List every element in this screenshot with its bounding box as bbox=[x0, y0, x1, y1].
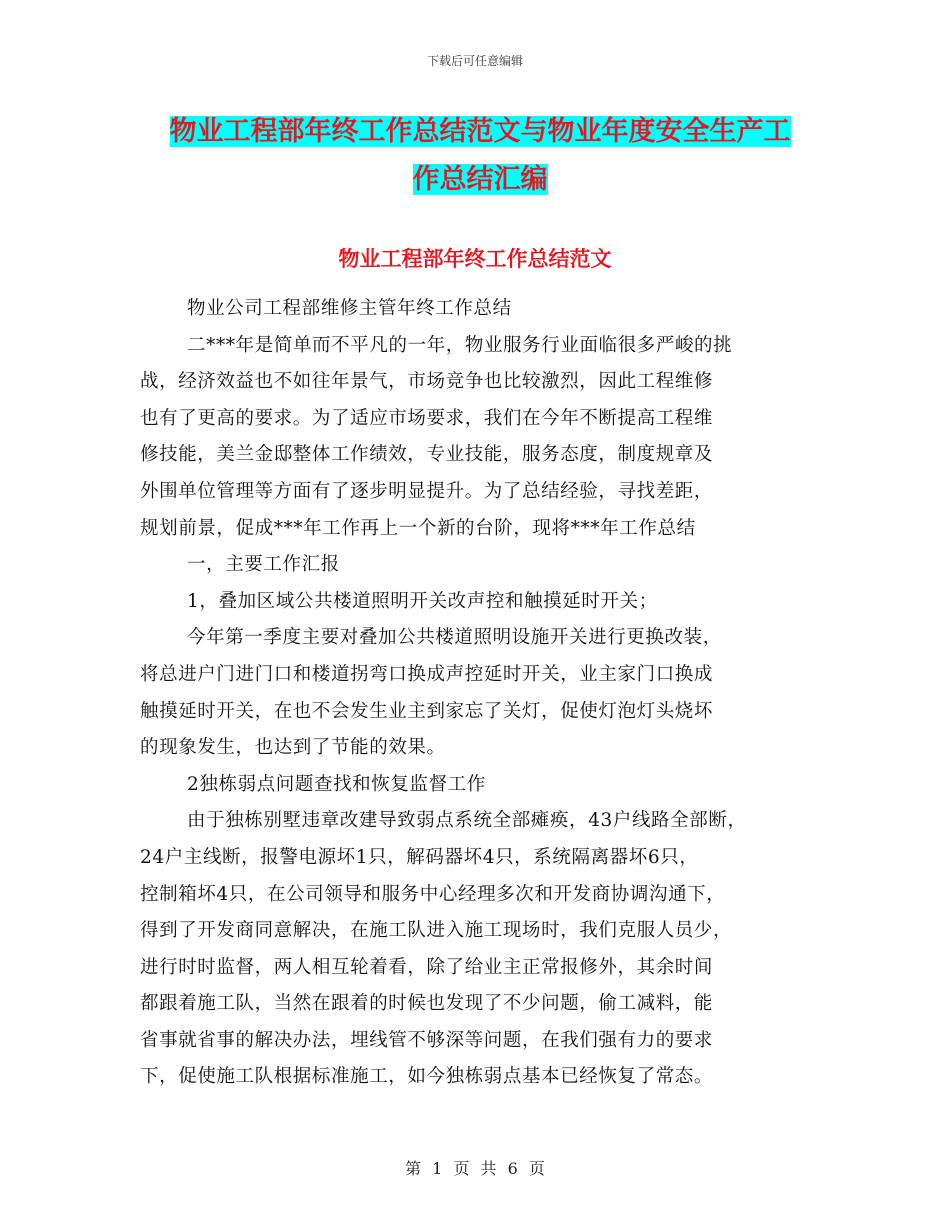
body-line: 得到了开发商同意解决，在施工队进入施工现场时，我们克服人员少， bbox=[140, 920, 733, 942]
body-line: 下，促使施工队根据标准施工，如今独栋弱点基本已经恢复了常态。 bbox=[140, 1066, 714, 1088]
body-line: 的现象发生，也达到了节能的效果。 bbox=[140, 737, 446, 759]
body-line: 修技能，美兰金邸整体工作绩效，专业技能，服务态度，制度规章及 bbox=[140, 444, 714, 466]
body-line: 控制箱坏4只，在公司领导和服务中心经理多次和开发商协调沟通下， bbox=[140, 883, 726, 905]
body-line: 2独栋弱点问题查找和恢复监督工作 bbox=[187, 773, 486, 795]
page-number: 第 1 页 共 6 页 bbox=[405, 1159, 545, 1178]
body-line: 也有了更高的要求。为了适应市场要求，我们在今年不断提高工程维 bbox=[140, 407, 714, 429]
section-title: 物业工程部年终工作总结范文 bbox=[338, 246, 612, 271]
document-title-line-1: 物业工程部年终工作总结范文与物业年度安全生产工 bbox=[169, 116, 791, 147]
body-line: 省事就省事的解决办法，埋线管不够深等问题，在我们强有力的要求 bbox=[140, 1029, 714, 1051]
body-line: 战，经济效益也不如往年景气，市场竞争也比较激烈，因此工程维修 bbox=[140, 371, 714, 393]
body-line: 进行时时监督，两人相互轮着看，除了给业主正常报修外，其余时间 bbox=[140, 956, 714, 978]
body-line: 24户主线断，报警电源坏1只，解码器坏4只，系统隔离器坏6只， bbox=[140, 846, 699, 868]
body-line: 今年第一季度主要对叠加公共楼道照明设施开关进行更换改装， bbox=[187, 627, 722, 649]
body-line: 一，主要工作汇报 bbox=[187, 554, 340, 576]
document-title bbox=[150, 108, 810, 204]
body-line: 将总进户门进门口和楼道拐弯口换成声控延时开关，业主家门口换成 bbox=[140, 663, 714, 685]
page-header-note: 下载后可任意编辑 bbox=[426, 54, 523, 68]
body-line: 物业公司工程部维修主管年终工作总结 bbox=[187, 298, 512, 319]
body-line: 由于独栋别墅违章改建导致弱点系统全部瘫痪，43户线路全部断， bbox=[187, 810, 747, 832]
body-line: 外围单位管理等方面有了逐步明显提升。为了总结经验，寻找差距， bbox=[140, 480, 714, 502]
body-line: 1，叠加区域公共楼道照明开关改声控和触摸延时开关； bbox=[187, 590, 658, 612]
body-line: 都跟着施工队，当然在跟着的时候也发现了不少问题，偷工减料，能 bbox=[140, 993, 714, 1015]
body-text bbox=[140, 291, 820, 1096]
body-line: 规划前景，促成***年工作再上一个新的台阶，现将***年工作总结 bbox=[140, 517, 696, 539]
body-line: 二***年是简单而不平凡的一年，物业服务行业面临很多严峻的挑 bbox=[187, 334, 733, 356]
body-line: 触摸延时开关，在也不会发生业主到家忘了关灯，促使灯泡灯头烧坏 bbox=[140, 700, 714, 722]
document-title-line-2: 作总结汇编 bbox=[412, 164, 548, 195]
